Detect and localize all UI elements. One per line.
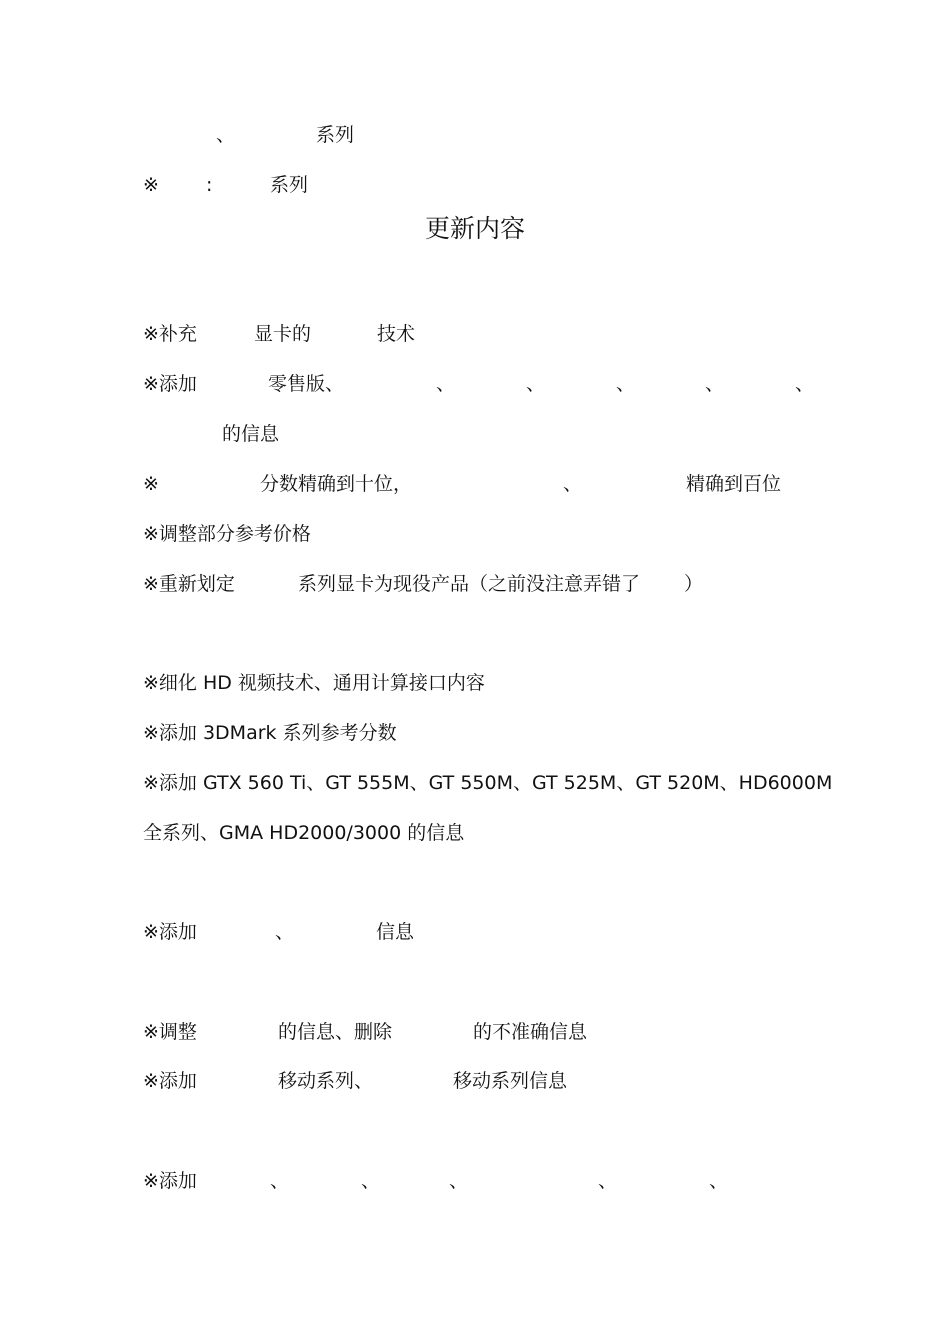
text-segment: 、	[795, 373, 815, 395]
text-segment: ※细化 HD 视频技术、通用计算接口内容	[143, 672, 485, 694]
text-line	[0, 770, 950, 800]
text-segment: 零售版、	[268, 373, 345, 395]
text-segment: ※	[143, 473, 159, 495]
text-segment: ※	[143, 174, 159, 196]
text-segment: 精确到百位	[686, 473, 782, 495]
text-segment: 技术	[377, 323, 416, 345]
text-segment: ※添加	[143, 373, 197, 395]
text-segment: ※添加	[143, 1070, 197, 1092]
text-segment: 、	[436, 373, 456, 395]
text-segment: 的不准确信息	[473, 1021, 588, 1043]
text-line	[0, 122, 950, 152]
text-segment: 分数精确到十位，	[260, 473, 413, 495]
text-line	[0, 1068, 950, 1098]
text-segment: 、	[449, 1170, 469, 1192]
text-segment: ※添加 3DMark 系列参考分数	[143, 722, 397, 744]
text-segment: ※重新划定	[143, 573, 235, 595]
text-segment: 、	[216, 124, 236, 146]
text-line	[0, 670, 950, 700]
text-segment: 、	[563, 473, 583, 495]
text-line	[0, 1168, 950, 1198]
text-segment: 、	[709, 1170, 729, 1192]
text-segment: ※添加	[143, 921, 197, 943]
text-line	[0, 172, 950, 202]
text-segment: ）	[684, 573, 704, 595]
text-segment: 系列	[270, 174, 309, 196]
text-segment: ※补充	[143, 323, 197, 345]
text-segment: ※添加 GTX 560 Ti、GT 555M、GT 550M、GT 525M、GT 520M、HD6000M	[143, 772, 833, 794]
text-line	[0, 1019, 950, 1049]
text-line	[0, 571, 950, 601]
text-segment: 、	[361, 1170, 381, 1192]
text-line	[0, 720, 950, 750]
text-segment: ※调整	[143, 1021, 197, 1043]
text-line	[0, 919, 950, 949]
text-segment: 移动系列、	[278, 1070, 374, 1092]
text-segment: 系列	[316, 124, 355, 146]
text-segment: 、	[526, 373, 546, 395]
text-segment: 的信息	[222, 423, 280, 445]
text-line	[0, 471, 950, 501]
text-segment: ※添加	[143, 1170, 197, 1192]
text-segment: 的信息、删除	[278, 1021, 393, 1043]
text-segment: 信息	[376, 921, 415, 943]
text-segment: 移动系列信息	[453, 1070, 568, 1092]
text-segment: :	[206, 174, 213, 196]
text-segment: 全系列、GMA HD2000/3000 的信息	[143, 822, 465, 844]
text-segment: 、	[598, 1170, 618, 1192]
section-title: 更新内容	[424, 214, 525, 243]
text-line	[0, 421, 950, 451]
text-line	[0, 371, 950, 401]
text-segment: 、	[616, 373, 636, 395]
text-segment: 、	[275, 921, 295, 943]
text-line	[0, 521, 950, 551]
text-segment: 系列显卡为现役产品（之前没注意弄错了	[298, 573, 641, 595]
text-line	[0, 820, 950, 850]
text-segment: 、	[270, 1170, 290, 1192]
text-segment: 、	[705, 373, 725, 395]
text-segment: 显卡的	[254, 323, 312, 345]
text-line	[0, 321, 950, 351]
text-segment: ※调整部分参考价格	[143, 523, 311, 545]
